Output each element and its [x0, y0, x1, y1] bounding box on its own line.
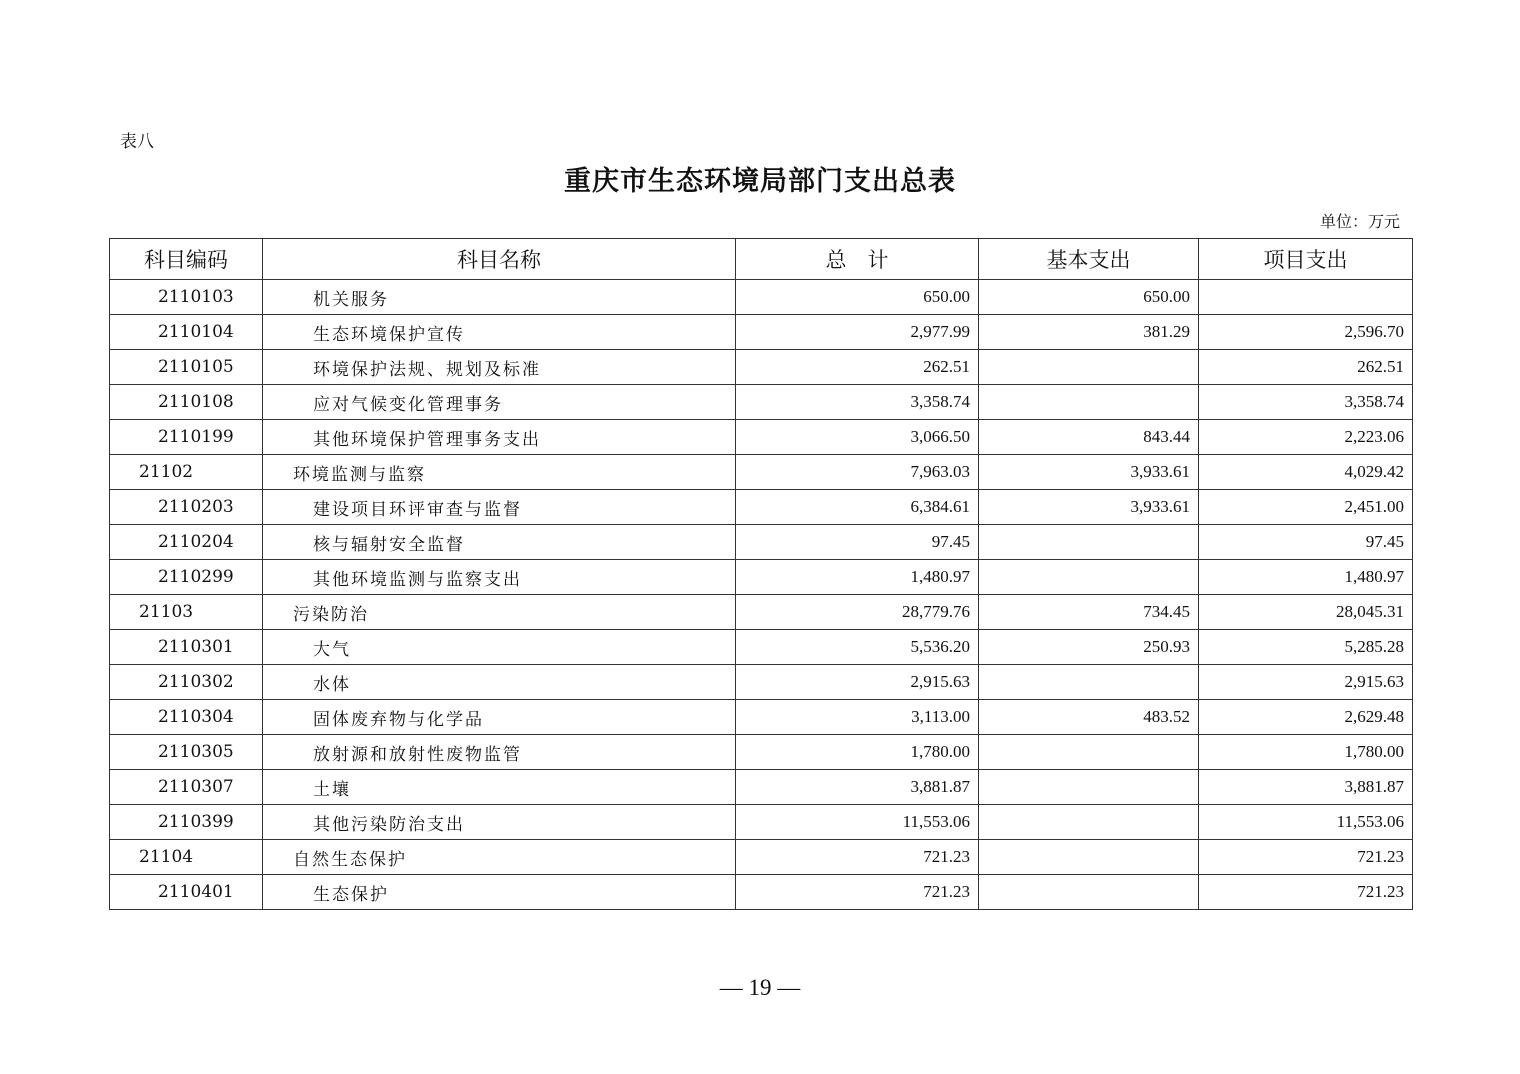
cell-name: 水体: [263, 665, 736, 700]
cell-basic: [979, 735, 1199, 770]
table-row: [110, 420, 1413, 455]
cell-code: 2110307: [110, 770, 263, 805]
table-row: [110, 875, 1413, 910]
cell-total: 11,553.06: [736, 805, 979, 840]
cell-name: 生态环境保护宣传: [263, 315, 736, 350]
cell-name: 污染防治: [263, 595, 736, 630]
cell-basic: 483.52: [979, 700, 1199, 735]
table-row: [110, 525, 1413, 560]
cell-basic: [979, 805, 1199, 840]
cell-total: 262.51: [736, 350, 979, 385]
cell-total: 3,066.50: [736, 420, 979, 455]
cell-basic: [979, 385, 1199, 420]
cell-code: 21102: [110, 455, 263, 490]
cell-code: 21104: [110, 840, 263, 875]
cell-total: 2,915.63: [736, 665, 979, 700]
cell-total: 650.00: [736, 280, 979, 315]
cell-code: 2110105: [110, 350, 263, 385]
cell-basic: [979, 560, 1199, 595]
cell-basic: [979, 770, 1199, 805]
table-row: [110, 315, 1413, 350]
cell-name: 固体废弃物与化学品: [263, 700, 736, 735]
cell-project: 2,223.06: [1199, 420, 1413, 455]
cell-project: 5,285.28: [1199, 630, 1413, 665]
cell-code: 2110304: [110, 700, 263, 735]
table-row: [110, 455, 1413, 490]
cell-basic: 650.00: [979, 280, 1199, 315]
table-row: [110, 350, 1413, 385]
page-number: — 19 —: [719, 975, 801, 1000]
cell-basic: 734.45: [979, 595, 1199, 630]
cell-total: 2,977.99: [736, 315, 979, 350]
table-row: [110, 630, 1413, 665]
cell-total: 721.23: [736, 840, 979, 875]
cell-project: 3,358.74: [1199, 385, 1413, 420]
cell-basic: 3,933.61: [979, 455, 1199, 490]
header-project: 项目支出: [1199, 239, 1413, 280]
header-basic: 基本支出: [979, 239, 1199, 280]
cell-total: 5,536.20: [736, 630, 979, 665]
cell-total: 3,113.00: [736, 700, 979, 735]
cell-code: 2110301: [110, 630, 263, 665]
cell-code: 2110399: [110, 805, 263, 840]
table-row: [110, 595, 1413, 630]
cell-project: 1,780.00: [1199, 735, 1413, 770]
cell-total: 97.45: [736, 525, 979, 560]
cell-name: 其他环境保护管理事务支出: [263, 420, 736, 455]
cell-basic: [979, 525, 1199, 560]
header-code: 科目编码: [110, 239, 263, 280]
cell-basic: 381.29: [979, 315, 1199, 350]
cell-project: 2,629.48: [1199, 700, 1413, 735]
cell-name: 放射源和放射性废物监管: [263, 735, 736, 770]
cell-code: 2110401: [110, 875, 263, 910]
cell-name: 土壤: [263, 770, 736, 805]
cell-total: 3,358.74: [736, 385, 979, 420]
cell-basic: 843.44: [979, 420, 1199, 455]
header-total: 总 计: [736, 239, 979, 280]
cell-name: 生态保护: [263, 875, 736, 910]
expenditure-table: [109, 238, 1413, 910]
table-label: 表八: [120, 132, 154, 152]
cell-total: 6,384.61: [736, 490, 979, 525]
cell-name: 其他污染防治支出: [263, 805, 736, 840]
cell-name: 自然生态保护: [263, 840, 736, 875]
cell-name: 应对气候变化管理事务: [263, 385, 736, 420]
cell-code: 2110203: [110, 490, 263, 525]
cell-project: 97.45: [1199, 525, 1413, 560]
cell-total: 3,881.87: [736, 770, 979, 805]
cell-total: 7,963.03: [736, 455, 979, 490]
cell-name: 其他环境监测与监察支出: [263, 560, 736, 595]
table-row: [110, 280, 1413, 315]
table-header-row: [110, 239, 1413, 280]
cell-project: 1,480.97: [1199, 560, 1413, 595]
cell-basic: 250.93: [979, 630, 1199, 665]
header-name: 科目名称: [263, 239, 736, 280]
cell-total: 1,480.97: [736, 560, 979, 595]
cell-basic: 3,933.61: [979, 490, 1199, 525]
cell-name: 机关服务: [263, 280, 736, 315]
cell-name: 建设项目环评审查与监督: [263, 490, 736, 525]
cell-project: [1199, 280, 1413, 315]
table-row: [110, 560, 1413, 595]
table-row: [110, 490, 1413, 525]
cell-project: 721.23: [1199, 840, 1413, 875]
table-row: [110, 700, 1413, 735]
cell-total: 721.23: [736, 875, 979, 910]
table-row: [110, 805, 1413, 840]
table-row: [110, 840, 1413, 875]
cell-total: 1,780.00: [736, 735, 979, 770]
cell-name: 环境监测与监察: [263, 455, 736, 490]
cell-project: 2,596.70: [1199, 315, 1413, 350]
cell-project: 11,553.06: [1199, 805, 1413, 840]
cell-basic: [979, 840, 1199, 875]
cell-project: 3,881.87: [1199, 770, 1413, 805]
cell-code: 2110108: [110, 385, 263, 420]
cell-name: 核与辐射安全监督: [263, 525, 736, 560]
cell-project: 4,029.42: [1199, 455, 1413, 490]
table-row: [110, 385, 1413, 420]
cell-code: 2110104: [110, 315, 263, 350]
cell-basic: [979, 875, 1199, 910]
unit-label: 单位：万元: [1319, 212, 1400, 231]
cell-project: 2,915.63: [1199, 665, 1413, 700]
table-row: [110, 735, 1413, 770]
cell-code: 21103: [110, 595, 263, 630]
cell-project: 28,045.31: [1199, 595, 1413, 630]
cell-basic: [979, 665, 1199, 700]
cell-code: 2110305: [110, 735, 263, 770]
cell-total: 28,779.76: [736, 595, 979, 630]
cell-code: 2110299: [110, 560, 263, 595]
cell-project: 262.51: [1199, 350, 1413, 385]
cell-project: 721.23: [1199, 875, 1413, 910]
cell-name: 环境保护法规、规划及标准: [263, 350, 736, 385]
cell-code: 2110302: [110, 665, 263, 700]
cell-basic: [979, 350, 1199, 385]
cell-name: 大气: [263, 630, 736, 665]
table-row: [110, 770, 1413, 805]
cell-code: 2110199: [110, 420, 263, 455]
table-row: [110, 665, 1413, 700]
cell-code: 2110204: [110, 525, 263, 560]
cell-code: 2110103: [110, 280, 263, 315]
page-title: 重庆市生态环境局部门支出总表: [564, 166, 956, 197]
cell-project: 2,451.00: [1199, 490, 1413, 525]
